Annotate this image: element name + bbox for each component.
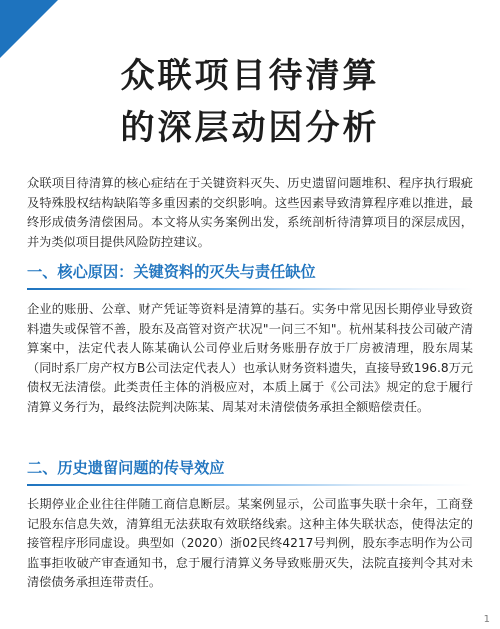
- intro-paragraph: 众联项目待清算的核心症结在于关键资料灭失、历史遗留问题堆积、程序执行瑕疵及特殊股权结构缺陷等多重因素的交织影响。这些因素导致清算程序难以推进，最终形成债务清偿困局。本文将从实务案例出发，系统剖析待清算项目的深层成因，并为类似项目提供风险防控建议。: [27, 176, 473, 249]
- section-body-1: 企业的账册、公章、财产凭证等资料是清算的基石。实务中常见因长期停业导致资料遗失或保管不善，股东及高管对资产状况"一问三不知"。杭州某科技公司破产清算案中，法定代表人陈某确认公司停业后财务账册存放于厂房被清理，股东周某（同时系厂房产权方B公司法定代表人）也承认财务资料遗失，直接导致196.8万元债权无法清偿。此类责任主体的消极应对，本质上属于《公司法》规定的怠于履行清算义务行为，最终法院判决陈某、周某对未清偿债务承担全额赔偿责任。: [27, 302, 473, 414]
- title-line-2: 的深层动因分析: [120, 108, 380, 148]
- title-line-1: 众联项目待清算: [120, 56, 380, 96]
- section-divider-1: [27, 288, 473, 290]
- section-body-2: 长期停业企业往往伴随工商信息断层。某案例显示，公司监事失联十余年，工商登记股东信息失效，清算组无法获取有效联络线索。这种主体失联状态，使得法定的接管程序形同虚设。典型如（2020）浙02民终4217号判例，股东李志明作为公司监事拒收破产审查通知书，怠于履行清算义务导致账册灭失，法院直接判令其对未清偿债务承担连带责任。: [27, 497, 473, 589]
- page-title: [0, 50, 500, 154]
- page-number: 1: [483, 614, 490, 625]
- section-heading-1: 一、核心原因：关键资料的灭失与责任缺位: [27, 263, 316, 281]
- section-heading-2: 二、历史遗留问题的传导效应: [27, 459, 225, 477]
- section-divider-2: [27, 484, 473, 486]
